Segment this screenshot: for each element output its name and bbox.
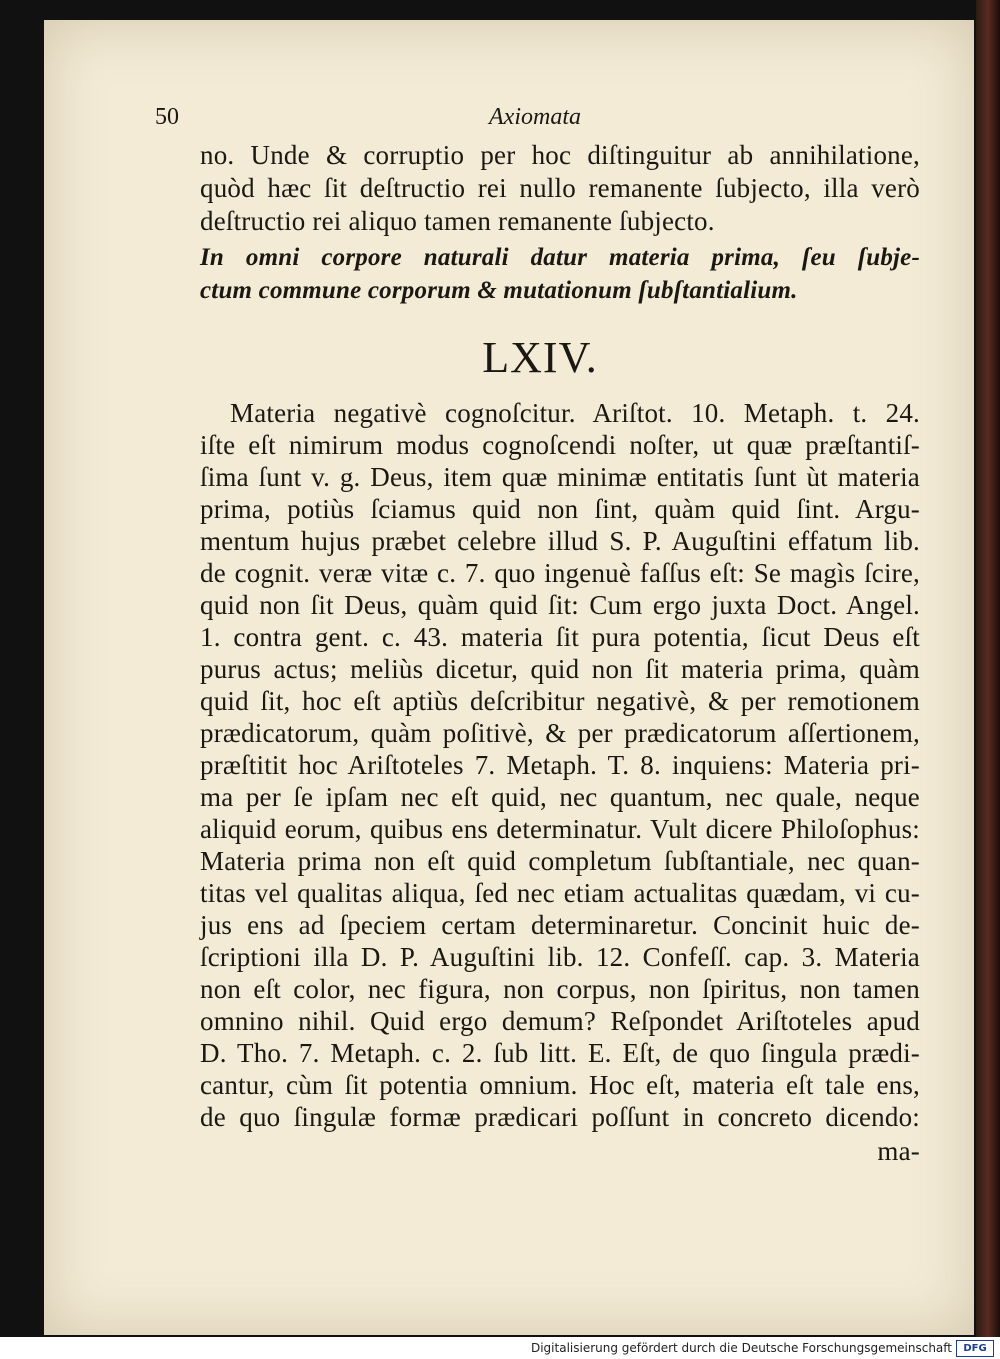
thesis-line: In omni corpore naturali datur materia prima, ſeu ſubje-	[200, 244, 920, 271]
text-line: iſte eſt nimirum modus cognoſcendi noſter, ut quæ præſtantiſ-	[200, 430, 920, 460]
text-line: non eſt color, nec figura, non corpus, non ſpiritus, non tamen	[200, 974, 920, 1004]
text-line: quòd hæc ſit deſtructio rei nullo remanente ſubjecto, illa verò	[200, 173, 920, 203]
thesis-line: ctum commune corporum & mutationum ſubſtantialium.	[200, 277, 798, 304]
catchword: ma-	[877, 1136, 920, 1166]
text-line: ſcriptioni illa D. P. Auguſtini lib. 12. Confeſſ. cap. 3. Materia	[200, 942, 920, 972]
text-line: no. Unde & corruptio per hoc diſtinguitur ab annihilatione,	[200, 140, 920, 170]
digitization-credit: Digitalisierung gefördert durch die Deutsche Forschungsgemeinschaft	[530, 1341, 952, 1355]
text-line: jus ens ad ſpeciem certam determinaretur. Concinit huic de-	[200, 910, 920, 940]
text-line: D. Tho. 7. Metaph. c. 2. ſub litt. E. Eſt, de quo ſingula prædi-	[200, 1038, 920, 1068]
text-line: Materia negativè cognoſcitur. Ariſtot. 10. Metaph. t. 24.	[230, 398, 920, 428]
text-line: quid ſit, hoc eſt aptiùs deſcribitur negativè, & per remotionem	[200, 686, 920, 716]
dfg-logo: DFG	[956, 1340, 994, 1357]
text-line: Materia prima non eſt quid completum ſubſtantiale, nec quan-	[200, 846, 920, 876]
text-line: mentum hujus præbet celebre illud S. P. Auguſtini effatum lib.	[200, 526, 920, 556]
footer-bar	[0, 1337, 1000, 1359]
running-title: Axiomata	[489, 104, 581, 130]
text-line: prædicatorum, quàm poſitivè, & per prædicatorum aſſertionem,	[200, 718, 920, 748]
section-heading: LXIV.	[482, 333, 598, 382]
text-line: omnino nihil. Quid ergo demum? Reſpondet Ariſtoteles apud	[200, 1006, 920, 1036]
text-line: purus actus; meliùs dicetur, quid non ſit materia prima, quàm	[200, 654, 920, 684]
text-line: de cognit. veræ vitæ c. 7. quo ingenuè faſſus eſt: Se magìs ſcire,	[200, 558, 920, 588]
text-line: titas vel qualitas aliqua, ſed nec etiam actualitas quædam, vi cu-	[200, 878, 920, 908]
text-line: quid non ſit Deus, quàm quid ſit: Cum ergo juxta Doct. Angel.	[200, 590, 920, 620]
text-line: 1. contra gent. c. 43. materia ſit pura potentia, ſicut Deus eſt	[200, 622, 920, 652]
text-line: prima, potiùs ſciamus quid non ſint, quàm quid ſint. Argu-	[200, 494, 920, 524]
text-line: ſima ſunt v. g. Deus, item quæ minimæ entitatis ſunt ùt materia	[200, 462, 920, 492]
text-line: de quo ſingulæ formæ prædicari poſſunt in concreto dicendo:	[200, 1102, 920, 1132]
text-line: deſtructio rei aliquo tamen remanente ſubjecto.	[200, 206, 715, 236]
page-number: 50	[155, 104, 179, 130]
text-line: aliquid eorum, quibus ens determinatur. Vult dicere Philoſophus:	[200, 814, 920, 844]
book-spine-edge	[976, 0, 1000, 1337]
text-line: præſtitit hoc Ariſtoteles 7. Metaph. T. 8. inquiens: Materia pri-	[200, 750, 920, 780]
text-line: ma per ſe ipſam nec eſt quid, nec quantum, nec quale, neque	[200, 782, 920, 812]
text-line: cantur, cùm ſit potentia omnium. Hoc eſt, materia eſt tale ens,	[200, 1070, 920, 1100]
